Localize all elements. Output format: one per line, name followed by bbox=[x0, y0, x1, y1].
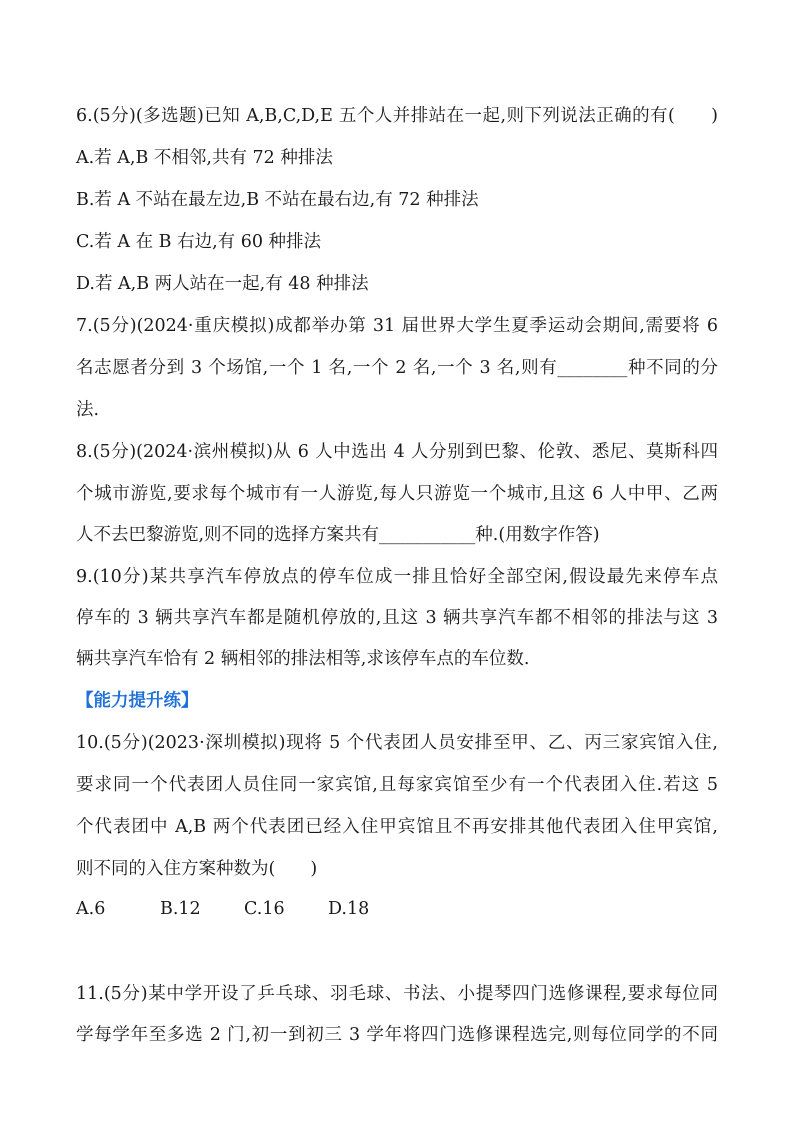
q6-option-b: B.若 A 不站在最左边,B 不站在最右边,有 72 种排法 bbox=[76, 190, 479, 210]
q8-line-1: 8.(5分)(2024·滨州模拟)从 6 人中选出 4 人分别到巴黎、伦敦、悉尼、莫斯科四 bbox=[76, 442, 718, 462]
q9-line-3: 辆共享汽车恰有 2 辆相邻的排法相等,求该停车点的车位数. bbox=[76, 649, 530, 669]
q7-line-2: 名志愿者分到 3 个场馆,一个 1 名,一个 2 名,一个 3 名,则有________种不同的分 bbox=[76, 358, 718, 378]
q11-line-2: 学每学年至多选 2 门,初一到初三 3 学年将四门选修课程选完,则每位同学的不同 bbox=[76, 1025, 718, 1045]
q10-option-a: A.6 bbox=[76, 899, 106, 919]
q6-option-d: D.若 A,B 两人站在一起,有 48 种排法 bbox=[76, 274, 369, 294]
q6-stem: 6.(5分)(多选题)已知 A,B,C,D,E 五个人并排站在一起,则下列说法正确的有( ) bbox=[76, 106, 718, 126]
q10-line-1: 10.(5分)(2023·深圳模拟)现将 5 个代表团人员安排至甲、乙、丙三家宾馆入住, bbox=[76, 733, 718, 753]
section-title: 【能力提升练】 bbox=[76, 691, 199, 711]
q10-options bbox=[76, 897, 412, 921]
q10-line-3: 个代表团中 A,B 两个代表团已经入住甲宾馆且不再安排其他代表团入住甲宾馆, bbox=[76, 817, 718, 837]
q6-option-c: C.若 A 在 B 右边,有 60 种排法 bbox=[76, 232, 322, 252]
q11-line-1: 11.(5分)某中学开设了乒乓球、羽毛球、书法、小提琴四门选修课程,要求每位同 bbox=[76, 984, 718, 1004]
q8-line-3: 人不去巴黎游览,则不同的选择方案共有___________种.(用数字作答) bbox=[76, 525, 600, 545]
q10-option-d: D.18 bbox=[328, 899, 370, 919]
q7-line-3: 法. bbox=[76, 400, 100, 420]
q10-option-b: B.12 bbox=[160, 899, 201, 919]
q10-line-2: 要求同一个代表团人员住同一家宾馆,且每家宾馆至少有一个代表团入住.若这 5 bbox=[76, 775, 718, 795]
q6-option-a: A.若 A,B 不相邻,共有 72 种排法 bbox=[76, 148, 333, 168]
q9-line-2: 停车的 3 辆共享汽车都是随机停放的,且这 3 辆共享汽车都不相邻的排法与这 3 bbox=[76, 608, 718, 628]
q7-line-1: 7.(5分)(2024·重庆模拟)成都举办第 31 届世界大学生夏季运动会期间,需要将 6 bbox=[76, 316, 718, 336]
q9-line-1: 9.(10分)某共享汽车停放点的停车位成一排且恰好全部空闲,假设最先来停车点 bbox=[76, 567, 718, 587]
q8-line-2: 个城市游览,要求每个城市有一人游览,每人只游览一个城市,且这 6 人中甲、乙两 bbox=[76, 484, 718, 504]
q10-option-c: C.16 bbox=[244, 899, 285, 919]
q10-line-4: 则不同的入住方案种数为( ) bbox=[76, 859, 318, 879]
